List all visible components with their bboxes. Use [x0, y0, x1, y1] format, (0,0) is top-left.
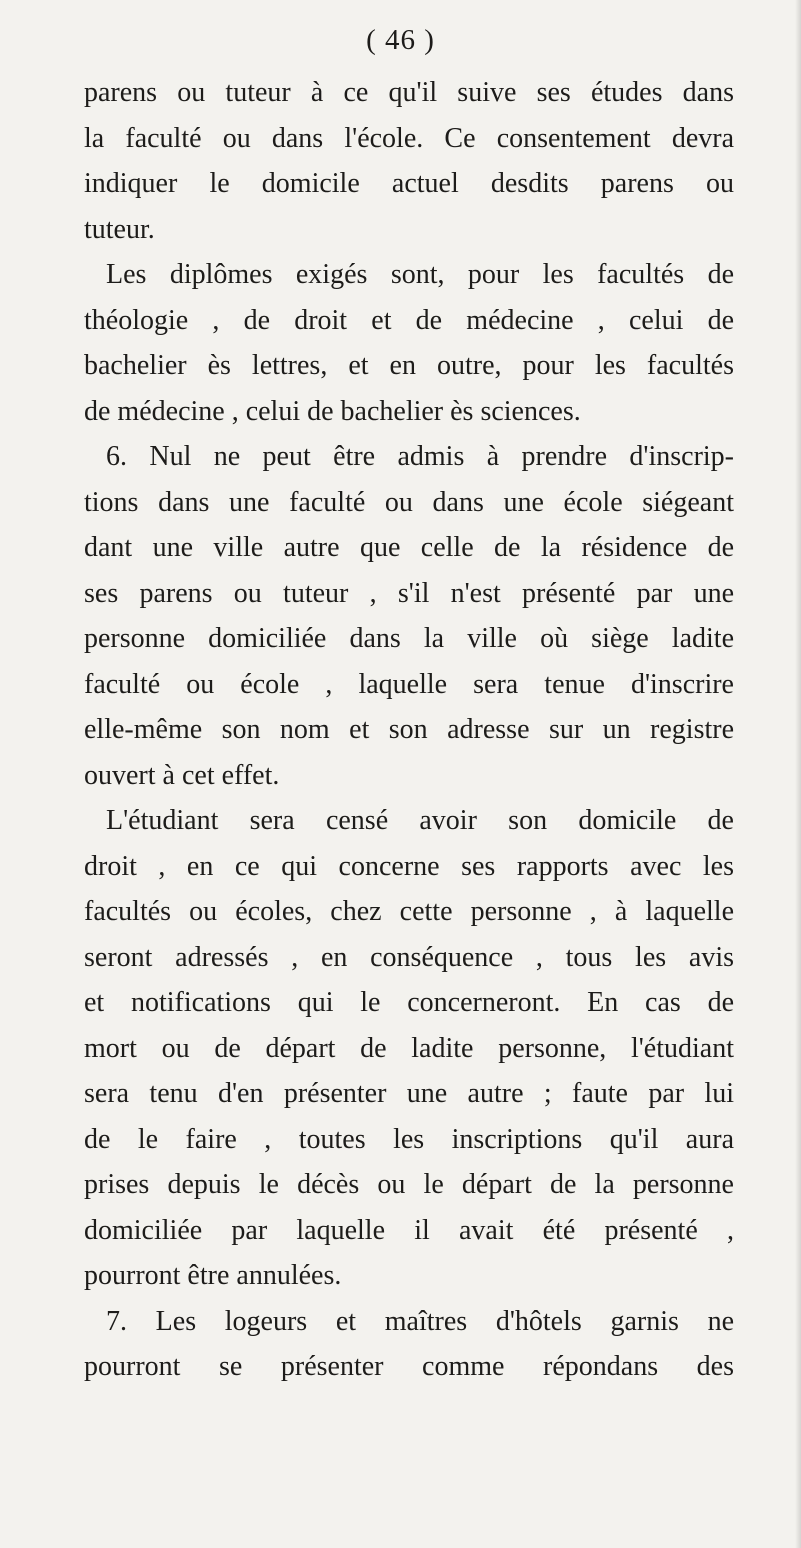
- text-line: prises depuis le décès ou le départ de la personne: [84, 1169, 734, 1200]
- text-line: pourront se présenter comme répondans des: [84, 1351, 734, 1382]
- text-line: indiquer le domicile actuel desdits parens ou: [84, 168, 734, 199]
- text-line: et notifications qui le concerneront. En cas de: [84, 987, 734, 1018]
- text-line: elle-même son nom et son adresse sur un registre: [84, 714, 734, 745]
- paragraph-start-line: Les diplômes exigés sont, pour les facultés de: [106, 259, 734, 290]
- text-line: tions dans une faculté ou dans une école siégeant: [84, 486, 734, 518]
- text-line: ouvert à cet effet.: [84, 759, 280, 791]
- article-7-start-line: 7. Les logeurs et maîtres d'hôtels garnis ne: [106, 1305, 734, 1337]
- text-line: théologie , de droit et de médecine , celui de: [84, 304, 734, 336]
- page-edge-shadow: [795, 0, 801, 1548]
- text-line: pourront être annulées.: [84, 1260, 342, 1291]
- text-line: personne domiciliée dans la ville où siège ladite: [84, 623, 734, 654]
- text-line: tuteur.: [84, 213, 155, 245]
- text-line: bachelier ès lettres, et en outre, pour les facultés: [84, 350, 734, 381]
- text-line: la faculté ou dans l'école. Ce consentement devra: [84, 122, 734, 154]
- text-line: seront adressés , en conséquence , tous les avis: [84, 941, 734, 973]
- text-line: ses parens ou tuteur , s'il n'est présenté par une: [84, 577, 734, 609]
- page-number: ( 46 ): [366, 24, 435, 56]
- text-line: de le faire , toutes les inscriptions qu'il aura: [84, 1123, 734, 1155]
- text-line: dant une ville autre que celle de la résidence de: [84, 532, 734, 563]
- text-line: droit , en ce qui concerne ses rapports avec les: [84, 850, 734, 882]
- text-line: mort ou de départ de ladite personne, l'étudiant: [84, 1032, 734, 1064]
- text-line: sera tenu d'en présenter une autre ; faute par lui: [84, 1078, 734, 1109]
- text-line: faculté ou école , laquelle sera tenue d'inscrire: [84, 668, 734, 700]
- text-line: parens ou tuteur à ce qu'il suive ses études dans: [84, 77, 734, 108]
- article-6-start-line: 6. Nul ne peut être admis à prendre d'inscrip-: [106, 441, 734, 472]
- paragraph-start-line: L'étudiant sera censé avoir son domicile de: [106, 805, 734, 836]
- text-line: de médecine , celui de bachelier ès sciences.: [84, 395, 581, 427]
- text-line: domiciliée par laquelle il avait été présenté ,: [84, 1214, 734, 1246]
- text-line: facultés ou écoles, chez cette personne , à laquelle: [84, 896, 734, 927]
- body-text: [84, 70, 734, 1390]
